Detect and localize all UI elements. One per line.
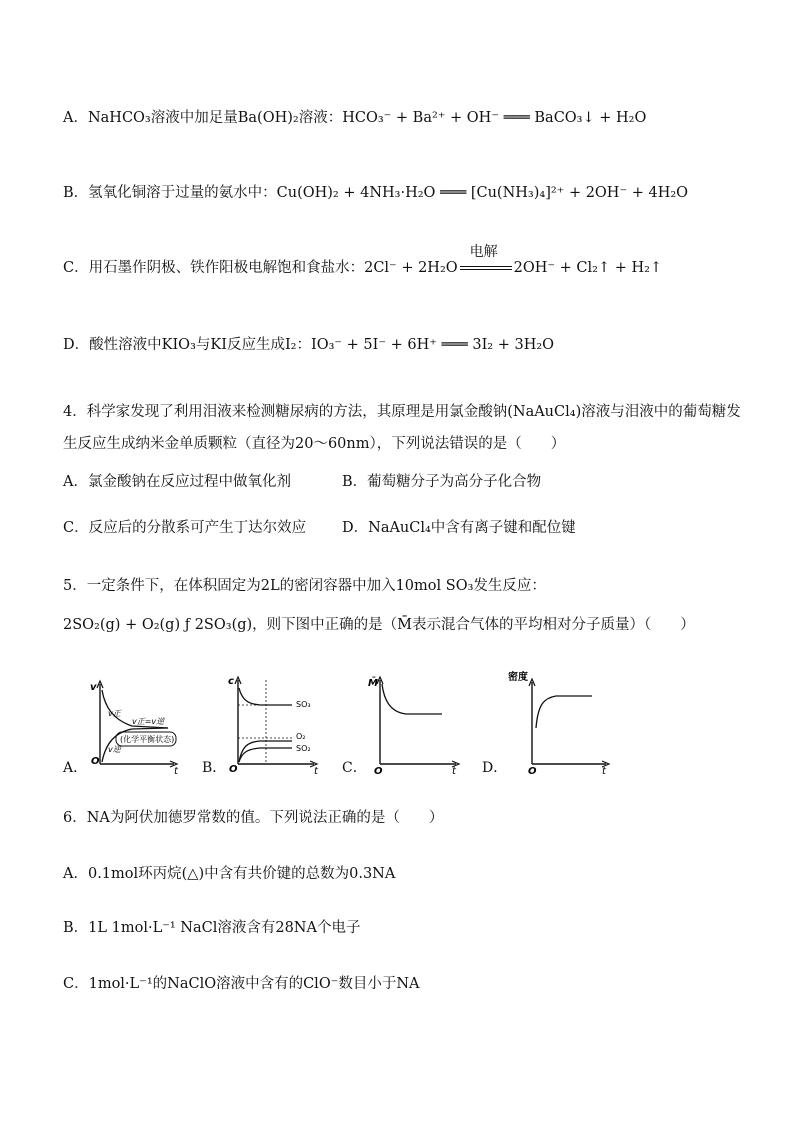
- q4-stem-line1: 4．科学家发现了利用泪液来检测糖尿病的方法，其原理是用氯金酸钠(NaAuCl₄)溶液与泪液中的葡萄糖发: [63, 404, 741, 420]
- q3-option-b: B．氢氧化铜溶于过量的氨水中：Cu(OH)₂ + 4NH₃·H₂O ═══ [Cu(NH₃)₄]²⁺ + 2OH⁻ + 4H₂O: [63, 185, 689, 201]
- q4-option-b: B．葡萄糖分子为高分子化合物: [342, 474, 542, 490]
- so2-curve: [239, 748, 292, 762]
- y-label: M̄: [368, 678, 378, 689]
- q5-stem-line1: 5．一定条件下，在体积固定为2L的密闭容器中加入10mol SO₃发生反应：: [63, 578, 546, 594]
- origin-label: O: [528, 766, 537, 777]
- q5-label-b: B．: [202, 760, 227, 776]
- q5-figure-c: [366, 672, 466, 776]
- q3-option-c-prefix: C．用石墨作阴极、铁作阳极电解饱和食盐水：2Cl⁻ + 2H₂O: [63, 260, 458, 276]
- q3-option-a: A．NaHCO₃溶液中加足量Ba(OH)₂溶液：HCO₃⁻ + Ba²⁺ + OH⁻ ═══ BaCO₃↓ + H₂O: [63, 110, 647, 126]
- q3-option-c-suffix: 2OH⁻ + Cl₂↑ + H₂↑: [513, 260, 663, 276]
- so3-curve: [239, 688, 292, 705]
- q4-option-c: C．反应后的分散系可产生丁达尔效应: [63, 520, 307, 536]
- q6-option-c: C．1mol·L⁻¹的NaClO溶液中含有的ClO⁻数目小于NA: [63, 976, 420, 992]
- equals-line-top: [460, 266, 512, 267]
- q3-option-c: [63, 244, 663, 278]
- electrolysis-condition: 电解: [469, 244, 498, 260]
- equilibrium-note: (化学平衡状态): [120, 735, 175, 744]
- x-label: t: [602, 766, 606, 777]
- q3-option-d: D．酸性溶液中KIO₃与KI反应生成I₂：IO₃⁻ + 5I⁻ + 6H⁺ ═══ 3I₂ + 3H₂O: [63, 337, 555, 353]
- forward-rate-label: v正: [108, 709, 121, 718]
- so2-label: SO₂: [296, 744, 311, 753]
- q5-figure-d: [506, 668, 611, 776]
- q4-option-a: A．氯金酸钠在反应过程中做氧化剂: [63, 474, 291, 490]
- o2-label: O₂: [296, 732, 306, 741]
- y-label: 密度: [508, 672, 528, 683]
- q5-figure-a: [88, 676, 183, 776]
- x-label: t: [314, 766, 318, 777]
- q4-option-d: D．NaAuCl₄中含有离子键和配位键: [342, 520, 576, 536]
- q6-option-b: B．1L 1mol·L⁻¹ NaCl溶液含有28NA个电子: [63, 920, 361, 936]
- x-label: t: [452, 766, 456, 777]
- electrolysis-arrow: [458, 244, 514, 278]
- density-curve: [536, 696, 592, 728]
- origin-label: O: [374, 766, 383, 777]
- q5-label-a: A．: [63, 760, 88, 776]
- equals-line-bottom: [460, 269, 512, 270]
- q5-figure-b: [226, 672, 326, 776]
- average-molar-mass-curve: [382, 684, 442, 714]
- q5-label-c: C．: [342, 760, 367, 776]
- reverse-rate-label: v逆: [108, 745, 121, 754]
- q5-stem-line2: 2SO₂(g) + O₂(g) ƒ 2SO₃(g)，则下图中正确的是（M̄表示混合气体的平均相对分子质量）（ ）: [63, 617, 695, 633]
- y-label: c: [228, 676, 234, 687]
- so3-label: SO₃: [296, 700, 311, 709]
- x-label: t: [174, 766, 178, 777]
- q6-stem: 6．NA为阿伏加德罗常数的值。下列说法正确的是（ ）: [63, 810, 444, 826]
- q4-stem-line2: 生反应生成纳米金单质颗粒（直径为20～60nm），下列说法错误的是（ ）: [63, 436, 566, 452]
- q6-option-a: A．0.1mol环丙烷(△)中含有共价键的总数为0.3NA: [63, 866, 396, 882]
- q5-label-d: D．: [482, 760, 508, 776]
- origin-label: O: [229, 764, 238, 775]
- origin-label: O: [91, 756, 100, 767]
- y-label: v: [90, 682, 97, 693]
- equal-rate-label: v正=v逆: [132, 717, 165, 726]
